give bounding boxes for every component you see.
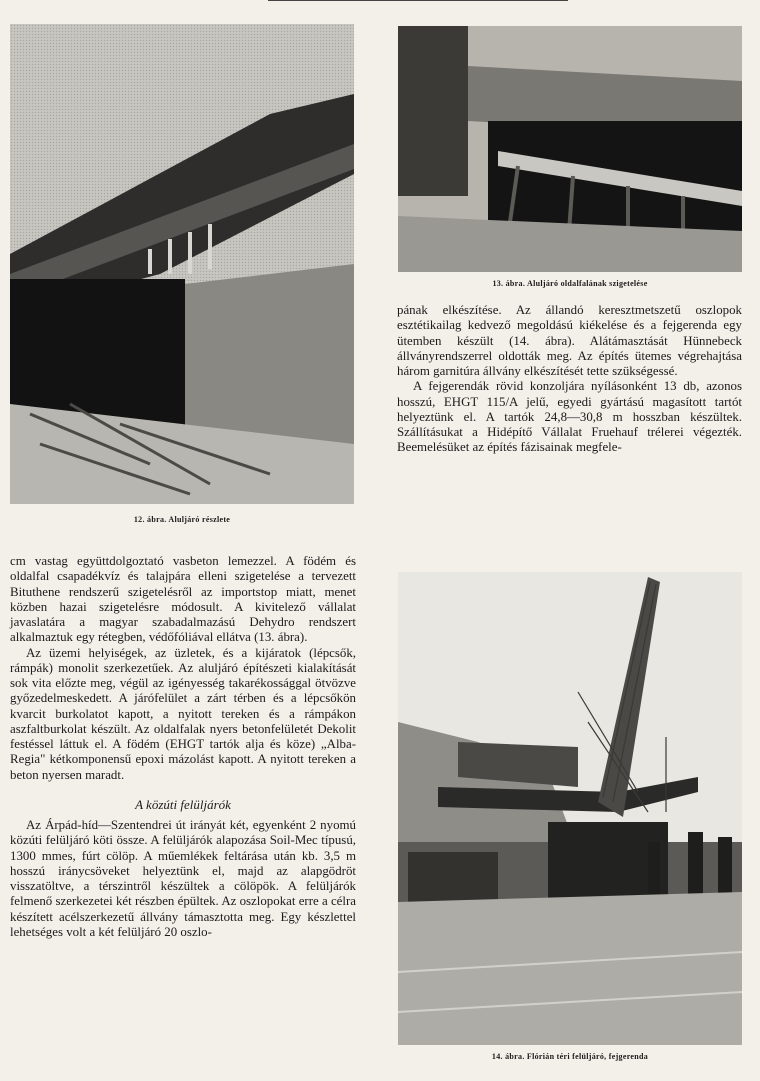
figure-13-caption: 13. ábra. Aluljáró oldalfalának szigetelése bbox=[492, 279, 648, 288]
left-paragraph-1: cm vastag együttdolgoztató vasbeton lemezzel. A födém és oldalfal csapadékvíz és talajpára elleni szigetelése a tervezett Bituthene rendszerű szigetelésről az importstop miatt, menet közben hazai szigetelésre módosult. A kivitelező vállalat javaslatára a magyar szabadalmazású Dehydro rendszert alkalmaztuk egy rétegben, védőfóliával ellátva (13. ábra). bbox=[10, 554, 356, 645]
right-paragraph-1: pának elkészítése. Az állandó keresztmetszetű oszlopok esztétikailag kedvező megoldású kiékelése és a fejgerenda egy ütemben készült (14. ábra). Alátámasztását Hünnebeck állványrendszerrel oldották meg. Az építés ütemes végrehajtása három garnitúra állvány elkészítését tette szükségessé. bbox=[397, 303, 742, 378]
section-heading: A közúti felüljárók bbox=[135, 796, 231, 812]
left-paragraph-3: Az Árpád-híd—Szentendrei út irányát két, egyenként 2 nyomú közúti felüljáró köti össze. A felüljárók alapozása Soil-Mec típusú, 1300 mmes, fúrt cölöp. A műemlékek feltárása után kb. 3,5 m hosszú iránycsöveket helyeztünk el, majd az alapgödröt visszatöltve, a térszintről készültek a cölöpök. A felüljárók felmenő szerkezetei két részben épültek. Az oszlopokat erre a célra készített acélszerkezetű állvány támasztotta meg. Egy készlettel lehetséges volt a két felüljáró 20 oszlo- bbox=[10, 818, 356, 939]
figure-14-caption: 14. ábra. Flórián téri felüljáró, fejgerenda bbox=[491, 1052, 649, 1061]
figure-13-photo bbox=[398, 26, 742, 272]
right-column-text bbox=[397, 303, 742, 456]
figure-12-photo bbox=[10, 24, 354, 504]
figure-14-photo bbox=[398, 572, 742, 1045]
left-column-text bbox=[10, 554, 356, 940]
top-rule bbox=[268, 0, 568, 1]
left-paragraph-2: Az üzemi helyiségek, az üzletek, és a kijáratok (lépcsők, rámpák) monolit szerkezetűek. Az aluljáró építészeti kialakítását sok vita előzte meg, végül az igényesség takarékossággal ötvözve győzedelmeskedett. A járófelület a zárt térben és a lépcsőkön kvarcit burkolatot kapott, a nyitott tereken és a rámpákon aszfaltburkolat készült. Az oldalfalak nyers betonfelületét Dekolit festéssel láttuk el. A födém (EHGT tartók alja és köze) „Alba-Regia" kétkomponensű epoxi mázolást kapott. A nyitott tereken a beton nyersen maradt. bbox=[10, 645, 356, 782]
figure-12-caption: 12. ábra. Aluljáró részlete bbox=[133, 515, 231, 524]
right-paragraph-2: A fejgerendák rövid konzoljára nyílásonként 13 db, azonos hosszú, EHGT 115/A jelű, egyedi gyártású magasított tartót helyeztünk el. A tartók 24,8—30,8 m hosszban készültek. Szállításukat a Hidépítő Vállalat Fruehauf trélerei végezték. Beemelésüket az építés fázisainak megfele- bbox=[397, 379, 742, 455]
